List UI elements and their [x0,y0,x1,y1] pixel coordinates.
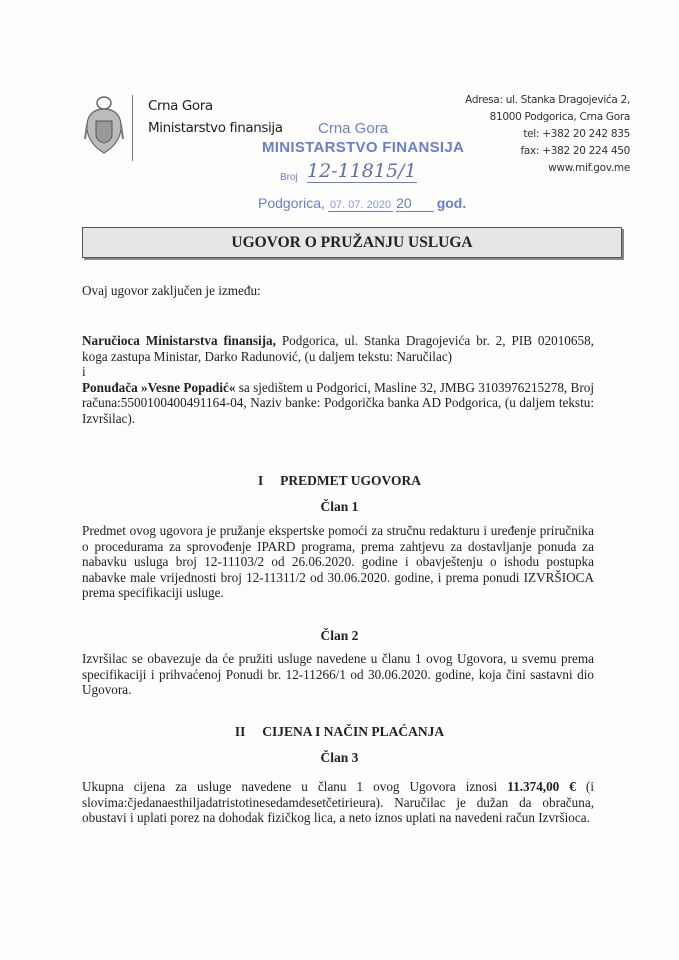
clan-3-text [82,779,594,826]
address-block [465,92,630,177]
section-2-heading: II CIJENA I NAČIN PLAĆANJA [234,724,445,739]
year-suffix: 20 [396,195,434,212]
stamp-line1: Crna Gora [318,120,389,137]
parties-block [82,333,594,426]
date-line [258,195,466,212]
intro-text: Ovaj ugovor zaključen je između: [82,283,261,298]
document-title: UGOVOR O PRUŽANJU USLUGA [82,227,622,258]
contract-amount: 11.374,00 € [507,779,576,794]
stamp-line2: MINISTARSTVO FINANSIJA [262,139,465,156]
god-label: god. [436,195,467,211]
clan-1-text: Predmet ovog ugovora je pružanje ekspertske pomoći za stručnu redakturu i uređenje priručnika o procedurama za sprovođenje IPARD programa, prema zahtjevu za dostavljanje ponuda za nabavku usluga broj 12-11103/2 od 26.06.2020. godine i obavještenju o ishodu postupka nabavke male vrijednosti broj 12-11311/2 od 30.06.2020. godine, i prema ponudi IZVRŠIOCA prema specifikaciji usluge. [82,523,594,600]
party2-details: sa sjedištem u Podgorici, Masline 32, JMBG 3103976215278, Broj računa:5500100400491164-04, Naziv banke: Podgorička banka AD Podgorica, (u daljem tekstu: Izvršilac). [82,379,594,426]
clan-2-heading: Član 2 [320,628,359,643]
clan-3-text-a: Ukupna cijena za usluge navedene u članu 1 ovog Ugovora iznosi [82,779,508,794]
party1-name: Naručioca Ministarstva finansija, [82,333,276,348]
place-label: Podgorica, [258,195,325,211]
address-line: Adresa: ul. Stanka Dragojevića 2, [465,94,630,106]
header-divider [132,95,133,161]
party1-details: Podgorica, ul. Stanka Dragojevića br. 2, PIB 02010658, koga zastupa Ministar, Darko Radunović, (u daljem tekstu: Naručilac) [82,333,594,364]
clan-3-heading: Član 3 [320,750,359,765]
broj-value: 12-11815/1 [307,160,417,182]
conjunction: i [82,364,86,379]
section-1-heading: I PREDMET UGOVORA [258,473,421,488]
clan-2-text: Izvršilac se obavezuje da će pružiti usluge navedene u članu 1 ovog Ugovora, u svemu prema specifikaciji i prihvaćenoj Ponudi br. 12-11266/1 od 30.06.2020. godine, koja čini sastavni dio Ugovora. [82,651,594,697]
address-line: 81000 Podgorica, Crna Gora [489,111,630,123]
fax: fax: +382 20 224 450 [520,145,630,157]
country-name: Crna Gora [148,98,213,114]
clan-1-heading: Član 1 [320,499,359,514]
party1-paragraph [82,333,594,364]
broj-label: Broj [280,172,298,183]
ministry-name: Ministarstvo finansija [148,120,283,136]
date-value: 07. 07. 2020 [329,199,392,211]
coat-of-arms-icon [84,95,124,157]
website: www.mif.gov.me [548,162,630,174]
party2-paragraph [82,380,594,427]
party2-name: Ponuđača »Vesne Popadić« [82,379,236,395]
clan-3-text-b: (i slovima:čjedanaesthiljadatristotinesedamdesetčetirieura). Naručilac je dužan da obračuna, obustavi i uplati porez na dohodak fizičkog lica, a neto iznos uplati na navedeni račun Izvršioca. [82,779,594,825]
phone: tel: +382 20 242 835 [523,128,630,140]
